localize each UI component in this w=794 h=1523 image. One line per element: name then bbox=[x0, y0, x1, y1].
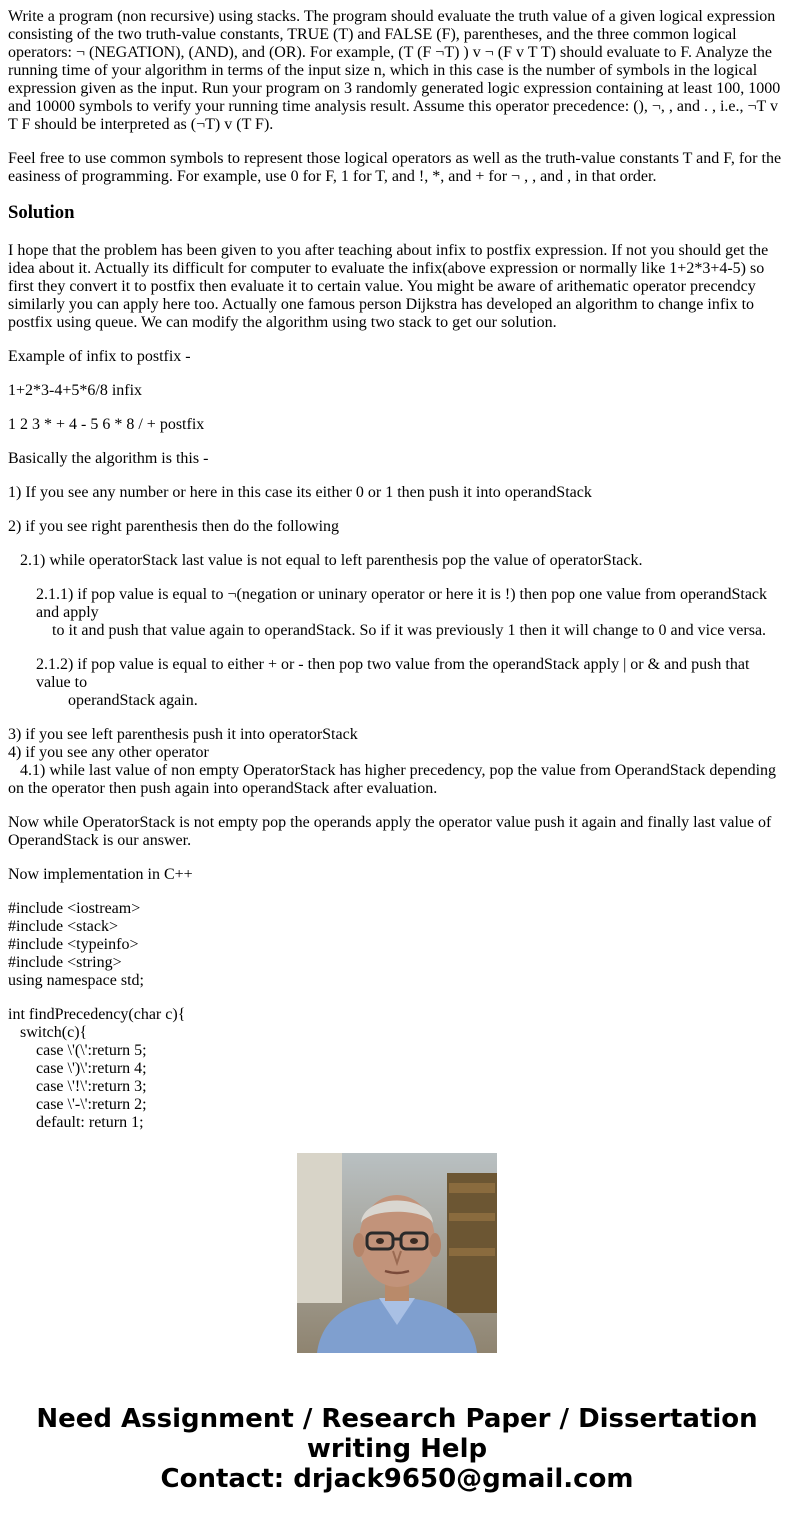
algorithm-step-4: 4) if you see any other operator bbox=[8, 744, 209, 761]
code-line: using namespace std; bbox=[8, 972, 144, 989]
algorithm-intro: Basically the algorithm is this - bbox=[8, 450, 209, 467]
author-photo bbox=[297, 1153, 497, 1353]
example-label: Example of infix to postfix - bbox=[8, 348, 191, 365]
code-line: #include <iostream> bbox=[8, 900, 141, 917]
code-line: #include <typeinfo> bbox=[8, 936, 139, 953]
question-paragraph-1: Write a program (non recursive) using stacks. The program should evaluate the truth value of a given logical expression consisting of the two truth-value constants, TRUE (T) and FALSE (F), parentheses, and the three common logical operators: ¬ (NEGATION), (AND), and (OR). For example, (T (F ¬T) ) v ¬ (F v T T) should evaluate to F. Analyze the running time of your algorithm in terms of the input size n, which in this case is the number of symbols in the logical expression given as the input. Run your program on 3 randomly generated logic expression containing at least 100, 1000 and 10000 symbols to verify your running time analysis result. Assume this operator precedence: (), ¬, , and . , i.e., ¬T v T F should be interpreted as (¬T) v (T F). bbox=[8, 8, 781, 133]
code-line: int findPrecedency(char c){ bbox=[8, 1006, 186, 1023]
algorithm-step-2-1-1 bbox=[8, 586, 786, 640]
code-line: case \'!\':return 3; bbox=[8, 1078, 147, 1095]
algorithm-step-4-1: 4.1) while last value of non empty OperatorStack has higher precedency, pop the value from OperandStack depending on the operator then push again into operandStack after evaluation. bbox=[8, 762, 781, 797]
postfix-example: 1 2 3 * + 4 - 5 6 * 8 / + postfix bbox=[8, 416, 205, 433]
promo-banner bbox=[0, 1404, 794, 1494]
promo-headline: Need Assignment / Research Paper / Dissertation writing Help bbox=[36, 1404, 758, 1464]
promo-contact: Contact: drjack9650@gmail.com bbox=[160, 1464, 634, 1494]
code-block-precedency bbox=[8, 1006, 786, 1132]
algorithm-step-2-1-2-line-2: operandStack again. bbox=[68, 692, 198, 709]
final-step: Now while OperatorStack is not empty pop the operands apply the operator value push it again and finally last value of OperandStack is our answer. bbox=[8, 814, 772, 849]
solution-intro: I hope that the problem has been given to you after teaching about infix to postfix expression. If not you should get the idea about it. Actually its difficult for computer to evaluate the infix(above expression or normally like 1+2*3+4-5) so first they convert it to postfix then evaluate it to certain value. You might be aware of arithematic operator precendcy similarly you can apply here too. Actually one famous person Dijkstra has developed an algorithm to change infix to postfix using queue. We can modify the algorithm using two stack to get our solution. bbox=[8, 242, 769, 331]
code-line: #include <string> bbox=[8, 954, 122, 971]
algorithm-step-2-1-2 bbox=[8, 656, 786, 710]
code-line: case \'(\':return 5; bbox=[8, 1042, 147, 1059]
infix-example: 1+2*3-4+5*6/8 infix bbox=[8, 382, 143, 399]
code-line: case \'-\':return 2; bbox=[8, 1096, 147, 1113]
question-paragraph-2: Feel free to use common symbols to represent those logical operators as well as the truth-value constants T and F, for the easiness of programming. For example, use 0 for F, 1 for T, and !, *, and + for ¬ , , and , in that order. bbox=[8, 150, 782, 185]
code-line: case \')\':return 4; bbox=[8, 1060, 147, 1077]
code-line: #include <stack> bbox=[8, 918, 119, 935]
solution-heading: Solution bbox=[8, 202, 75, 223]
algorithm-step-2-1-2-line-1: 2.1.2) if pop value is equal to either + or - then pop two value from the operandStack apply | or & and push that value to bbox=[36, 656, 754, 691]
algorithm-step-2-1: 2.1) while operatorStack last value is not equal to left parenthesis pop the value of operatorStack. bbox=[20, 552, 643, 569]
algorithm-step-3: 3) if you see left parenthesis push it into operatorStack bbox=[8, 726, 358, 743]
implementation-label: Now implementation in C++ bbox=[8, 866, 193, 883]
code-line: switch(c){ bbox=[8, 1024, 88, 1041]
algorithm-step-2-1-1-line-1: 2.1.1) if pop value is equal to ¬(negation or uninary operator or here it is !) then pop one value from operandStack and apply bbox=[36, 586, 772, 621]
algorithm-steps-3-4 bbox=[8, 726, 786, 798]
code-block-includes bbox=[8, 900, 786, 990]
algorithm-step-2: 2) if you see right parenthesis then do the following bbox=[8, 518, 340, 535]
algorithm-step-2-1-1-line-2: to it and push that value again to operandStack. So if it was previously 1 then it will change to 0 and vice versa. bbox=[52, 622, 767, 639]
author-portrait-icon bbox=[297, 1153, 497, 1353]
code-line: default: return 1; bbox=[8, 1114, 144, 1131]
algorithm-step-1: 1) If you see any number or here in this case its either 0 or 1 then push it into operandStack bbox=[8, 484, 592, 501]
solution-document bbox=[8, 8, 786, 1131]
